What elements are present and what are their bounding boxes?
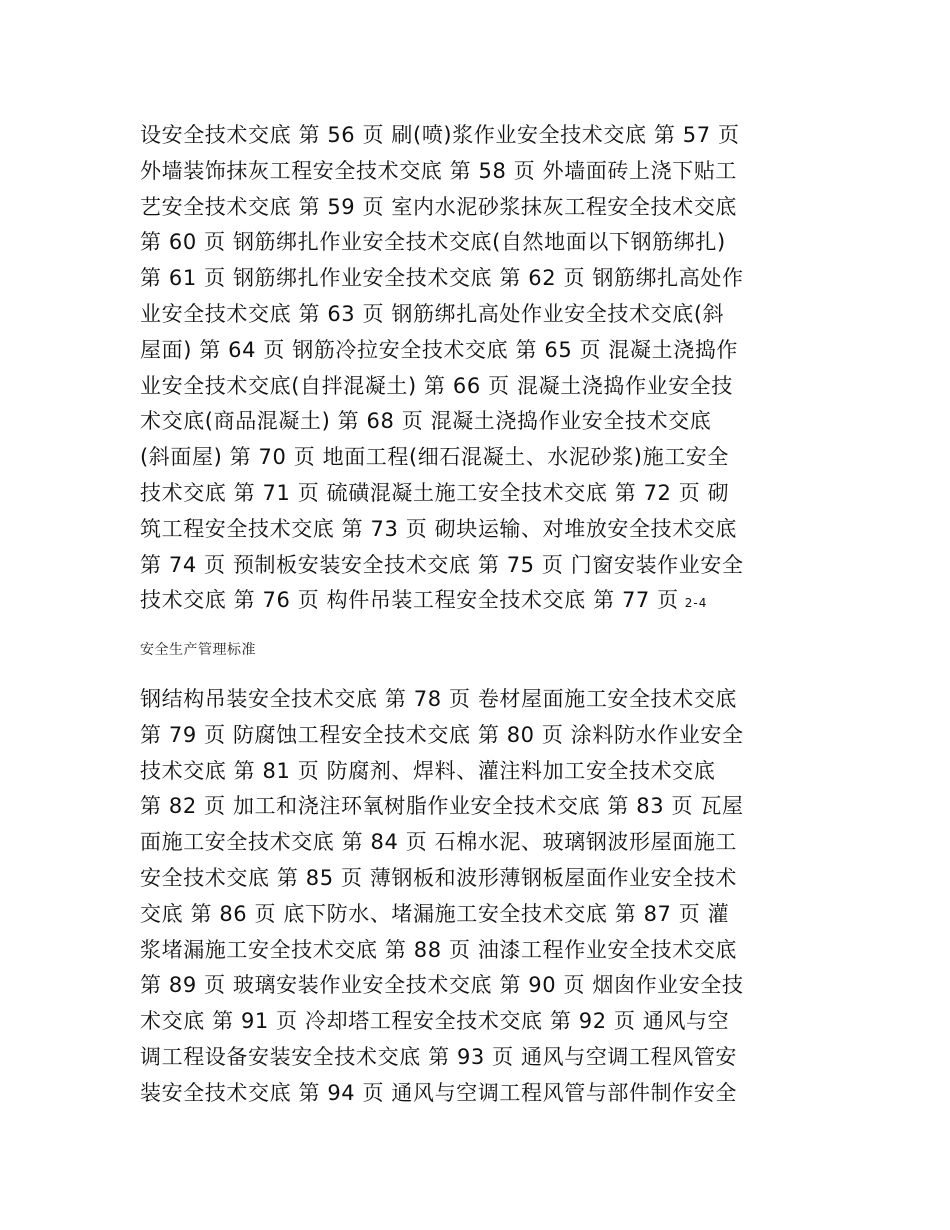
toc-line: 面施工安全技术交底 第 84 页 石棉水泥、玻璃钢波形屋面施工: [140, 830, 738, 855]
toc-line: 术交底(商品混凝土) 第 68 页 混凝土浇捣作业安全技术交底: [140, 409, 712, 434]
toc-line: 技术交底 第 81 页 防腐剂、焊料、灌注料加工安全技术交底: [140, 758, 716, 783]
toc-line: 第 82 页 加工和浇注环氧树脂作业安全技术交底 第 83 页 瓦屋: [140, 794, 744, 819]
toc-line: 钢结构吊装安全技术交底 第 78 页 卷材屋面施工安全技术交底: [140, 687, 738, 711]
toc-line: (斜面屋) 第 70 页 地面工程(细石混凝土、水泥砂浆)施工安全: [140, 445, 729, 470]
toc-line: 业安全技术交底 第 63 页 钢筋绑扎高处作业安全技术交底(斜: [140, 301, 725, 326]
toc-line: 浆堵漏施工安全技术交底 第 88 页 油漆工程作业安全技术交底: [140, 937, 738, 962]
toc-line: 第 74 页 预制板安装安全技术交底 第 75 页 门窗安装作业安全: [140, 552, 744, 577]
toc-line: 调工程设备安装安全技术交底 第 93 页 通风与空调工程风管安: [140, 1044, 738, 1069]
toc-line: 第 89 页 玻璃安装作业安全技术交底 第 90 页 烟囱作业安全技: [140, 973, 744, 998]
page-number-marker: 2-4: [684, 596, 708, 611]
toc-line-text: 技术交底 第 76 页 构件吊装工程安全技术交底 第 77 页: [140, 588, 679, 613]
toc-line: 筑工程安全技术交底 第 73 页 砌块运输、对堆放安全技术交底: [140, 516, 738, 541]
toc-line: 业安全技术交底(自拌混凝土) 第 66 页 混凝土浇捣作业安全技: [140, 373, 734, 398]
toc-line: 设安全技术交底 第 56 页 刷(喷)浆作业安全技术交底 第 57 页: [140, 123, 740, 147]
toc-line: 装安全技术交底 第 94 页 通风与空调工程风管与部件制作安全: [140, 1080, 738, 1105]
toc-line: 交底 第 86 页 底下防水、堵漏施工安全技术交底 第 87 页 灌: [140, 901, 730, 926]
toc-line: 术交底 第 91 页 冷却塔工程安全技术交底 第 92 页 通风与空: [140, 1009, 730, 1034]
toc-line: 第 60 页 钢筋绑扎作业安全技术交底(自然地面以下钢筋绑扎): [140, 230, 726, 255]
toc-line: 第 79 页 防腐蚀工程安全技术交底 第 80 页 涂料防水作业安全: [140, 722, 744, 747]
toc-text-block-1: [140, 118, 820, 619]
running-header: 安全生产管理标准: [140, 642, 256, 658]
toc-line: 艺安全技术交底 第 59 页 室内水泥砂浆抹灰工程安全技术交底: [140, 194, 738, 219]
toc-line: 屋面) 第 64 页 钢筋冷拉安全技术交底 第 65 页 混凝土浇捣作: [140, 337, 739, 362]
toc-line: 安全技术交底 第 85 页 薄钢板和波形薄钢板屋面作业安全技术: [140, 865, 738, 890]
toc-line: 技术交底 第 71 页 硫磺混凝土施工安全技术交底 第 72 页 砌: [140, 480, 730, 505]
toc-line: 第 61 页 钢筋绑扎作业安全技术交底 第 62 页 钢筋绑扎高处作: [140, 266, 744, 291]
toc-line: 外墙装饰抹灰工程安全技术交底 第 58 页 外墙面砖上浇下贴工: [140, 158, 738, 183]
toc-text-block-2: [140, 682, 820, 1112]
toc-line-last: [140, 583, 820, 619]
